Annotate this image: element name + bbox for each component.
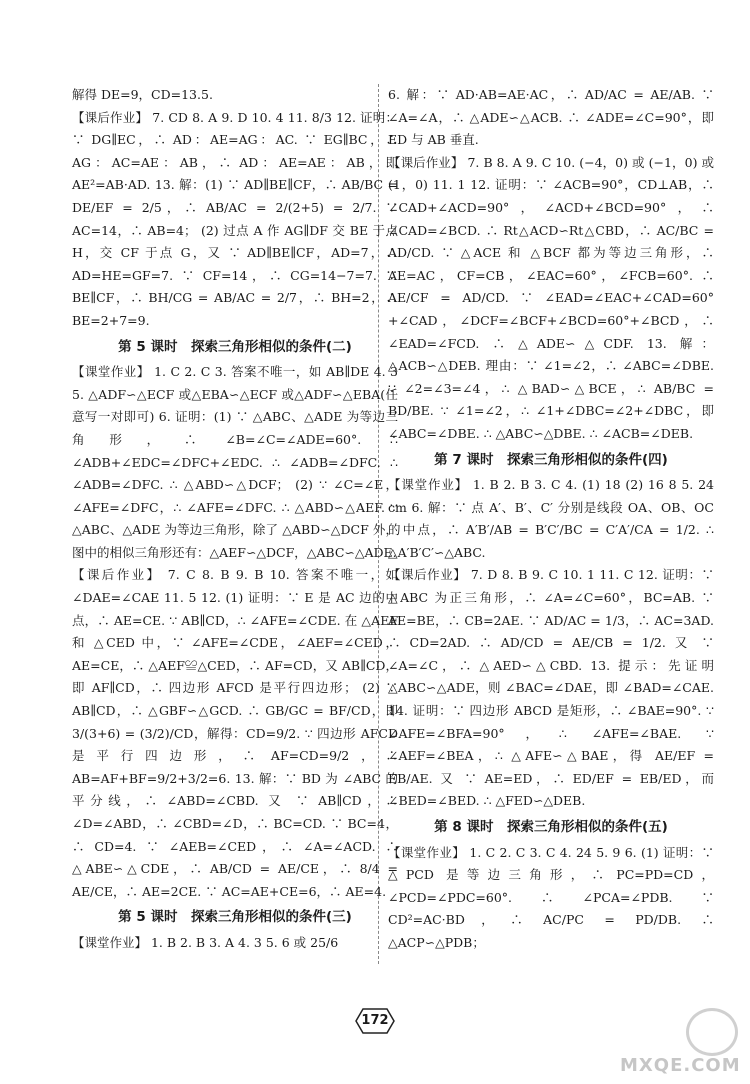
answer-paragraph: 解得 DE=9，CD=13.5. xyxy=(72,87,213,102)
right-column xyxy=(388,84,714,955)
watermark xyxy=(612,1004,742,1078)
answer-paragraph: 【课后作业】 7. B 8. A 9. C 10. (−4，0) 或 (−1，0) 或 (1，0) 11. 1 12. 证明：∵ ∠ACB=90°，CD⊥AB，∴ ∠CAD+∠ACD=90°，∠ACD+∠BCD=90°，∴ ∠CAD=∠BCD. ∴ Rt△ACD∽Rt△CBD，∴ AC/BC = AD/CD. ∵ △ACE 和 △BCF 都为等边三角形，∴ AE=AC，CF=CB，∠EAC=60°，∠FCB=60°. ∴ AE/CF = AD/CD. ∵ ∠EAD=∠EAC+∠CAD=60°+∠CAD，∠DCF=∠BCF+∠BCD=60°+∠BCD，∴ ∠EAD=∠FCD. ∴ △ADE∽△CDF. 13. 解：△ACB∽△DEB. 理由：∵ ∠1=∠2，∴ ∠ABC=∠DBE. ∵ ∠2=∠3=∠4，∴ △BAD∽△BCE，∴ AB/BC = BD/BE. ∵ ∠1=∠2，∴ ∠1+∠DBC=∠2+∠DBC，即 ∠ABC=∠DBE. ∴ △ABC∽△DBE. ∴ ∠ACB=∠DEB. xyxy=(388,154,714,441)
answer-paragraph: 【课堂作业】 1. B 2. B 3. C 4. (1) 18 (2) 16 8 5. 24 cm 6. 解：∵ 点 A′、B′、C′ 分别是线段 OA、OB、OC 的中点，∴ A′B′/AB = B′C′/BC = C′A′/CA = 1/2. ∴ △A′B′C′∽△ABC. xyxy=(388,477,714,560)
watermark-badge-icon xyxy=(686,1008,738,1056)
page-number xyxy=(355,1008,395,1034)
page-number-text: 172 xyxy=(361,1013,389,1028)
section-heading: 第 7 课时 探索三角形相似的条件(四) xyxy=(434,451,668,468)
answer-paragraph: 【课后作业】 7. CD 8. A 9. D 10. 4 11. 8/3 12. 证明：∵ DG∥EC，∴ AD：AE=AG：AC. ∵ EG∥BC，∴ AG：AC=AE：AB，∴ AD：AE=AE：AB，即 AE²=AB·AD. 13. 解：(1) ∵ AD∥BE∥CF，∴ AB/BC = DE/EF = 2/5，∴ AB/AC = 2/(2+5) = 2/7. ∵ AC=14，∴ AB=4； (2) 过点 A 作 AG∥DF 交 BE 于点 H，交 CF 于点 G，又 ∵ AD∥BE∥CF，AD=7，∴ AD=HE=GF=7. ∵ CF=14，∴ CG=14−7=7. ∵ BE∥CF，∴ BH/CG = AB/AC = 2/7，∴ BH=2，∴ BE=2+7=9. xyxy=(72,109,398,328)
answer-paragraph: 6. 解：∵ AD·AB=AE·AC，∴ AD/AC = AE/AB. ∵ ∠A=∠A，∴ △ADE∽△ACB. ∴ ∠ADE=∠C=90°，即 ED 与 AB 垂直. xyxy=(388,87,714,148)
left-column xyxy=(72,84,398,955)
answer-paragraph: 【课后作业】 7. C 8. B 9. B 10. 答案不唯一，如 ∠DAE=∠CAE 11. 5 12. (1) 证明：∵ E 是 AC 边的中点，∴ AE=CE. ∵ AB∥CD，∴ ∠AFE=∠CDE. 在 △AEF 和 △CED 中，∵ ∠AFE=∠CDE，∠AEF=∠CED，AE=CE，∴ △AEF≌△CED，∴ AF=CD，又 AB∥CD，即 AF∥CD，∴ 四边形 AFCD 是平行四边形； (2) ∵ AB∥CD，∴ △GBF∽△GCD. ∴ GB/GC = BF/CD，即 3/(3+6) = (3/2)/CD，解得：CD=9/2. ∵ 四边形 AFCD 是平行四边形，∴ AF=CD=9/2，∴ AB=AF+BF=9/2+3/2=6. 13. 解：∵ BD 为 ∠ABC 的平分线，∴ ∠ABD=∠CBD. 又 ∵ AB∥CD，∴ ∠D=∠ABD，∴ ∠CBD=∠D，∴ BC=CD. ∵ BC=4，∴ CD=4. ∵ ∠AEB=∠CED，∴ ∠A=∠ACD. ∴ △ABE∽△CDE，∴ AB/CD = AE/CE，∴ 8/4 = AE/CE，∴ AE=2CE. ∵ AC=AE+CE=6，∴ AE=4. xyxy=(72,567,398,899)
answer-paragraph: 【课后作业】 7. D 8. B 9. C 10. 1 11. C 12. 证明：∵ △ABC 为正三角形，∴ ∠A=∠C=60°，BC=AB. ∵ AE=BE，∴ CB=2AE. ∵ AD/AC = 1/3，∴ AC=3AD. ∴ CD=2AD. ∴ AD/CD = AE/CB = 1/2. 又 ∵ ∠A=∠C，∴ △AED∽△CBD. 13. 提示：先证明 △ABC∽△ADE，则 ∠BAC=∠DAE，即 ∠BAD=∠CAE. 14. 证明：∵ 四边形 ABCD 是矩形，∴ ∠BAE=90°. ∵ ∠AFE=∠BFA=90°，∴ ∠AFE=∠BAE. ∵ ∠AEF=∠BEA，∴ △AFE∽△BAE，得 AE/EF = EB/AE. 又 ∵ AE=ED，∴ ED/EF = EB/ED，而 ∠BED=∠BED. ∴ △FED∽△DEB. xyxy=(388,567,714,809)
answer-paragraph: 【课堂作业】 1. C 2. C 3. 答案不唯一，如 AB∥DE 4. 3 5. △ADF∽△ECF 或△EBA∽△ECF 或△ADF∽△EBA(任意写一对即可) 6. 证明：(1) ∵ △ABC、△ADE 为等边三角形，∴ ∠B=∠C=∠ADE=60°. ∴ ∠ADB+∠EDC=∠DFC+∠EDC. ∴ ∠ADB=∠DFC. ∴ ∠ADB=∠DFC. ∴ △ABD∽△DCF； (2) ∵ ∠C=∠E，∠AFE=∠DFC，∴ ∠AFE=∠DFC. ∴ △ABD∽△AEF. ∵ △ABC、△ADE 为等边三角形，除了 △ABD∽△DCF 外，图中的相似三角形还有：△AEF∽△DCF，△ABC∽△ADE. xyxy=(72,364,398,560)
answer-paragraph: 【课堂作业】 1. C 2. C 3. C 4. 24 5. 9 6. (1) 证明：∵ △PCD 是等边三角形，∴ PC=PD=CD，∠PCD=∠PDC=60°. ∴ ∠PCA=∠PDB. ∵ CD²=AC·BD，∴ AC/PC = PD/DB. ∴ △ACP∽△PDB； xyxy=(388,844,714,950)
section-heading: 第 8 课时 探索三角形相似的条件(五) xyxy=(434,819,668,835)
watermark-text: MXQE.COM xyxy=(620,1055,741,1076)
section-heading: 第 5 课时 探索三角形相似的条件(二) xyxy=(118,338,352,355)
section-heading: 第 5 课时 探索三角形相似的条件(三) xyxy=(118,909,352,926)
answer-paragraph: 【课堂作业】 1. B 2. B 3. A 4. 3 5. 6 或 25/6 xyxy=(72,934,339,950)
